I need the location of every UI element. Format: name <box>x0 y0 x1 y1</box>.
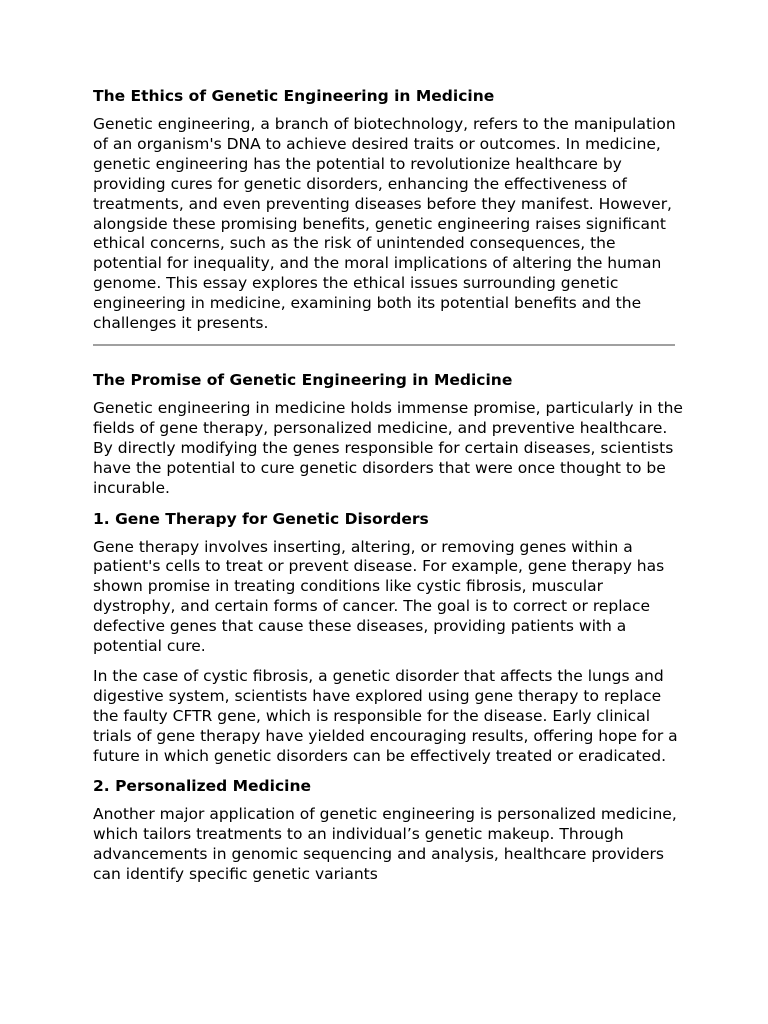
personalized-medicine-paragraph: Another major application of genetic engineering is personalized medicine, which tailors treatments to an individual’s genetic makeup. Through advancements in genomic sequencing and analysis, healthcare providers can identify specific genetic variants <box>93 805 677 884</box>
document-content <box>93 86 683 885</box>
section-divider <box>93 344 675 346</box>
gene-therapy-paragraph-2: In the case of cystic fibrosis, a genetic disorder that affects the lungs and digestive system, scientists have explored using gene therapy to replace the faulty CFTR gene, which is responsible for the disease. Early clinical trials of gene therapy have yielded encouraging results, offering hope for a future in which genetic disorders can be effectively treated or eradicated. <box>93 666 678 765</box>
subheading-gene-therapy: 1. Gene Therapy for Genetic Disorders <box>93 509 429 528</box>
gene-therapy-paragraph-1: Gene therapy involves inserting, altering, or removing genes within a patient's cells to treat or prevent disease. For example, gene therapy has shown promise in treating conditions like cystic fibrosis, muscular dystrophy, and certain forms of cancer. The goal is to correct or replace defective genes that cause these diseases, providing patients with a potential cure. <box>93 537 665 656</box>
document-title: The Ethics of Genetic Engineering in Medicine <box>93 87 495 105</box>
subheading-personalized-medicine: 2. Personalized Medicine <box>93 777 311 796</box>
section-heading-promise: The Promise of Genetic Engineering in Medicine <box>93 370 513 389</box>
intro-paragraph: Genetic engineering, a branch of biotechnology, refers to the manipulation of an organism's DNA to achieve desired traits or outcomes. In medicine, genetic engineering has the potential to revolutionize healthcare by providing cures for genetic disorders, enhancing the effectiveness of treatments, and even preventing diseases before they manifest. However, alongside these promising benefits, genetic engineering raises significant ethical concerns, such as the risk of unintended consequences, the potential for inequality, and the moral implications of altering the human genome. This essay explores the ethical issues surrounding genetic engineering in medicine, examining both its potential benefits and the challenges it presents. <box>93 115 676 333</box>
promise-paragraph: Genetic engineering in medicine holds immense promise, particularly in the fields of gene therapy, personalized medicine, and preventive healthcare. By directly modifying the genes responsible for certain diseases, scientists have the potential to cure genetic disorders that were once thought to be incurable. <box>93 398 683 497</box>
